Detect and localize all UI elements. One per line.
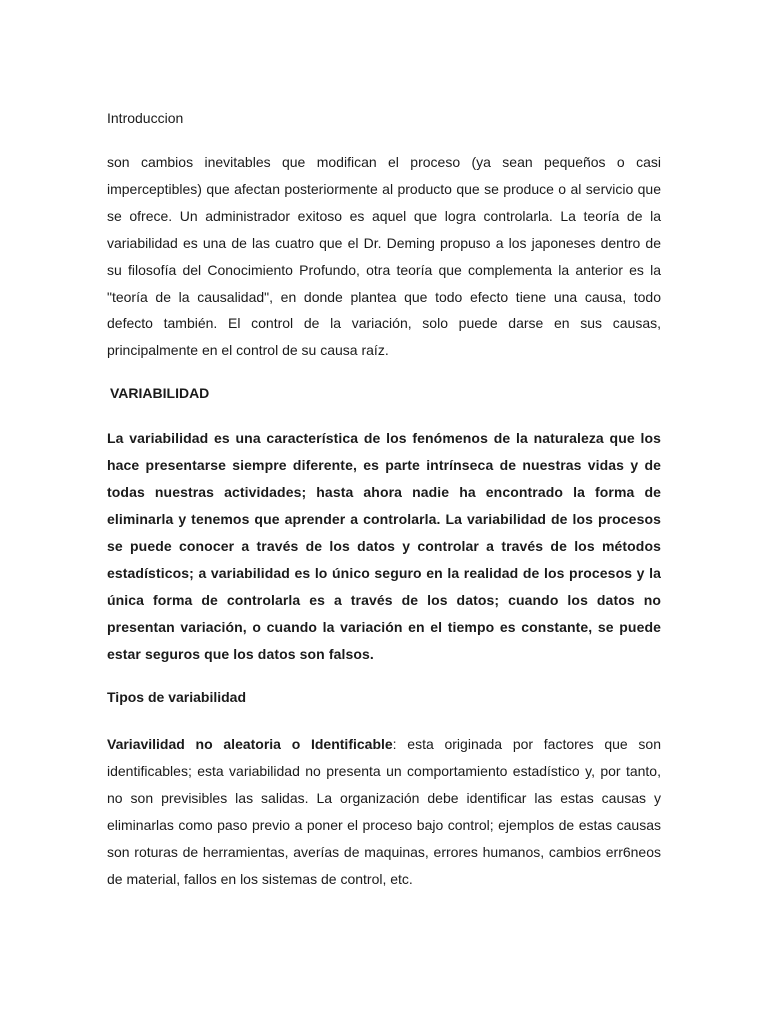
subheading-tipos: Tipos de variabilidad xyxy=(107,689,247,706)
type-definition: : esta originada por factores que son identificables; esta variabilidad no presenta un comportamiento estadístico y, por tanto, no son previsibles las salidas. La organización debe identificar las estas causas y eliminarlas como paso previo a poner el proceso bajo control; ejemplos de estas causas son roturas de herramientas, averías de maquinas, errores humanos, cambios err6neos de material, fallos en los sistemas de control, etc. xyxy=(107,736,661,887)
intro-title: Introduccion xyxy=(107,110,184,126)
intro-paragraph: son cambios inevitables que modifican el proceso (ya sean pequeños o casi imperceptibles) que afectan posteriormente al producto que se produce o al servicio que se ofrece. Un administrador exitoso es aquel que logra controlarla. La teoría de la variabilidad es una de las cuatro que el Dr. Deming propuso a los japoneses dentro de su filosofía del Conocimiento Profundo, otra teoría que complementa la anterior es la "teoría de la causalidad", en donde plantea que todo efecto tiene una causa, todo defecto también. El control de la variación, solo puede darse en sus causas, principalmente en el control de su causa raíz. xyxy=(107,154,661,359)
variabilidad-paragraph: La variabilidad es una característica de los fenómenos de la naturaleza que los hace presentarse siempre diferente, es parte intrínseca de nuestras vidas y de todas nuestras actividades; hasta ahora nadie ha encontrado la forma de eliminarla y tenemos que aprender a controlarla. La variabilidad de los procesos se puede conocer a través de los datos y controlar a través de los métodos estadísticos; a variabilidad es lo único seguro en la realidad de los procesos y la única forma de controlarla es a través de los datos; cuando los datos no presentan variación, o cuando la variación en el tiempo es constante, se puede estar seguros que los datos son falsos. xyxy=(107,430,661,662)
type-term: Variavilidad no aleatoria o Identificable xyxy=(107,736,393,753)
type-paragraph xyxy=(107,731,661,892)
section-heading-variabilidad: VARIABILIDAD xyxy=(110,385,210,402)
document-body xyxy=(107,108,661,893)
